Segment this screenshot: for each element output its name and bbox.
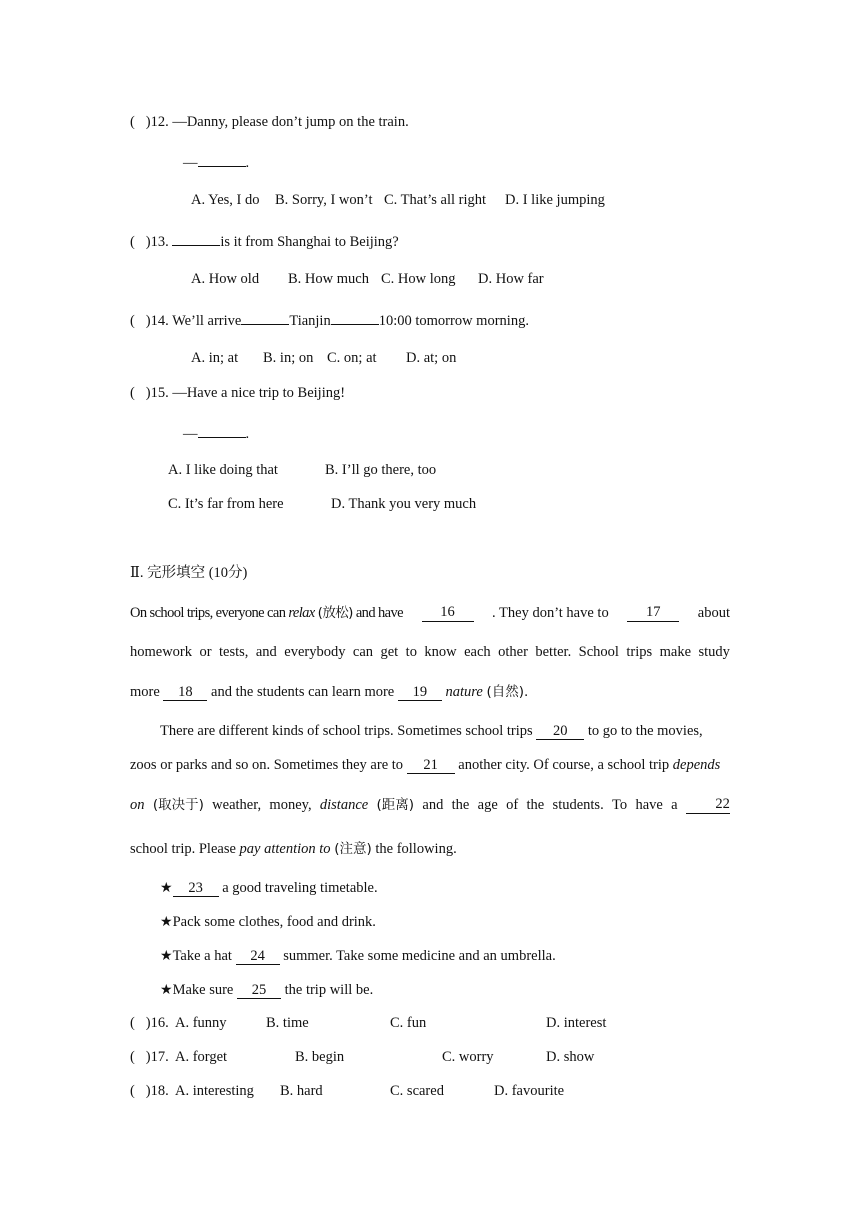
option-d: D. How far — [478, 271, 544, 287]
passage-text: . They don’t have to — [492, 605, 609, 621]
answer-paren-open: ( — [130, 234, 135, 250]
option-b: B. in; on — [263, 350, 314, 366]
question-12 — [130, 113, 409, 131]
option-d: D. interest — [546, 1015, 607, 1031]
answer-line — [183, 424, 249, 443]
answer-blank — [198, 424, 246, 438]
question-number: 12. — [150, 114, 169, 130]
option-c: C. worry — [442, 1049, 494, 1065]
blank-23: 23 — [173, 880, 219, 897]
option-b: B. I’ll go there, too — [325, 462, 437, 478]
section-title: Ⅱ. 完形填空 (10分) — [130, 565, 248, 581]
answer-paren-open: ( — [130, 313, 135, 329]
passage-line-7: school trip. Please pay attention to (注意) the following. — [130, 841, 457, 857]
option-b: B. begin — [295, 1049, 345, 1065]
answer-paren-close: ) — [145, 313, 151, 329]
tip-2: ★Pack some clothes, food and drink. — [160, 914, 376, 930]
blank-16: 16 — [422, 604, 474, 622]
option-d: D. favourite — [494, 1083, 565, 1099]
option-c: C. It’s far from here — [168, 496, 284, 512]
option-a: A. I like doing that — [168, 462, 278, 478]
question-number: 13. — [150, 234, 169, 250]
passage-line-5: zoos or parks and so on. Sometimes they are to 21 another city. Of course, a school trip depends — [130, 757, 721, 773]
question-15 — [130, 384, 345, 402]
tip-4: ★Make sure 25 the trip will be. — [160, 982, 374, 998]
blank-22: 22 — [686, 796, 730, 814]
passage-line-2: homework or tests, and everybody can get to know each other better. School trips make study — [130, 644, 730, 660]
answer-paren-close: ) — [145, 385, 151, 401]
passage-line-6: on (取决于) weather, money, distance (距离) and the age of the students. To have a 22 — [130, 796, 730, 813]
option-a: A. funny — [175, 1015, 227, 1031]
tip-1: ★ 23 a good traveling timetable. — [160, 880, 378, 896]
option-a: A. in; at — [191, 350, 239, 366]
answer-line — [183, 153, 249, 172]
period: . — [245, 155, 250, 171]
option-b: B. How much — [288, 271, 369, 287]
question-text: —Danny, please don’t jump on the train. — [172, 114, 409, 130]
passage-line-4: There are different kinds of school trips. Sometimes school trips 20 to go to the movies, — [160, 723, 703, 739]
blank-18: 18 — [163, 684, 207, 701]
passage-text: On school trips, everyone can relax (放松) and have — [130, 605, 403, 621]
star-icon: ★ — [160, 982, 173, 998]
option-d: D. I like jumping — [505, 192, 605, 208]
option-b: B. hard — [280, 1083, 323, 1099]
period: . — [245, 426, 250, 442]
answer-paren-close: ) — [145, 234, 151, 250]
answer-paren-open: ( — [130, 385, 135, 401]
answer-blank — [172, 232, 220, 246]
star-icon: ★ — [160, 948, 173, 964]
option-a: A. interesting — [175, 1083, 254, 1099]
option-c: C. scared — [390, 1083, 444, 1099]
option-a: A. forget — [175, 1049, 228, 1065]
blank-24: 24 — [236, 948, 280, 965]
option-d: D. show — [546, 1049, 595, 1065]
answer-blank — [241, 311, 289, 325]
blank-17: 17 — [627, 604, 679, 622]
answer-paren-close: ) — [145, 114, 151, 130]
question-text: 10:00 tomorrow morning. — [378, 313, 529, 329]
option-a: A. How old — [191, 271, 260, 287]
blank-19: 19 — [398, 684, 442, 701]
question-text: is it from Shanghai to Beijing? — [220, 234, 399, 250]
star-icon: ★ — [160, 880, 173, 896]
blank-21: 21 — [407, 757, 455, 774]
answer-paren-open: ( — [130, 114, 135, 130]
option-c: C. That’s all right — [384, 192, 487, 208]
option-c: C. fun — [390, 1015, 427, 1031]
option-c: C. How long — [381, 271, 456, 287]
option-d: D. Thank you very much — [331, 496, 477, 512]
question-text: Tianjin — [289, 313, 331, 329]
dash: — — [183, 426, 198, 442]
option-b: B. Sorry, I won’t — [275, 192, 373, 208]
star-icon: ★ — [160, 914, 173, 930]
question-14 — [130, 311, 529, 330]
answer-blank — [331, 311, 379, 325]
option-c: C. on; at — [327, 350, 377, 366]
question-text: —Have a nice trip to Beijing! — [172, 385, 346, 401]
question-number: 14. — [150, 313, 169, 329]
blank-25: 25 — [237, 982, 281, 999]
passage-line-3: more 18 and the students can learn more 19 nature (自然). — [130, 684, 529, 700]
option-b: B. time — [266, 1015, 309, 1031]
option-d: D. at; on — [406, 350, 457, 366]
question-13 — [130, 232, 399, 251]
blank-20: 20 — [536, 723, 584, 740]
question-number: 15. — [150, 385, 169, 401]
passage-text: about — [697, 605, 730, 621]
passage-line-1 — [130, 604, 730, 622]
tip-3: ★Take a hat 24 summer. Take some medicine and an umbrella. — [160, 948, 556, 964]
option-a: A. Yes, I do — [191, 192, 260, 208]
dash: — — [183, 155, 198, 171]
answer-blank — [198, 153, 246, 167]
question-text: We’ll arrive — [172, 313, 242, 329]
